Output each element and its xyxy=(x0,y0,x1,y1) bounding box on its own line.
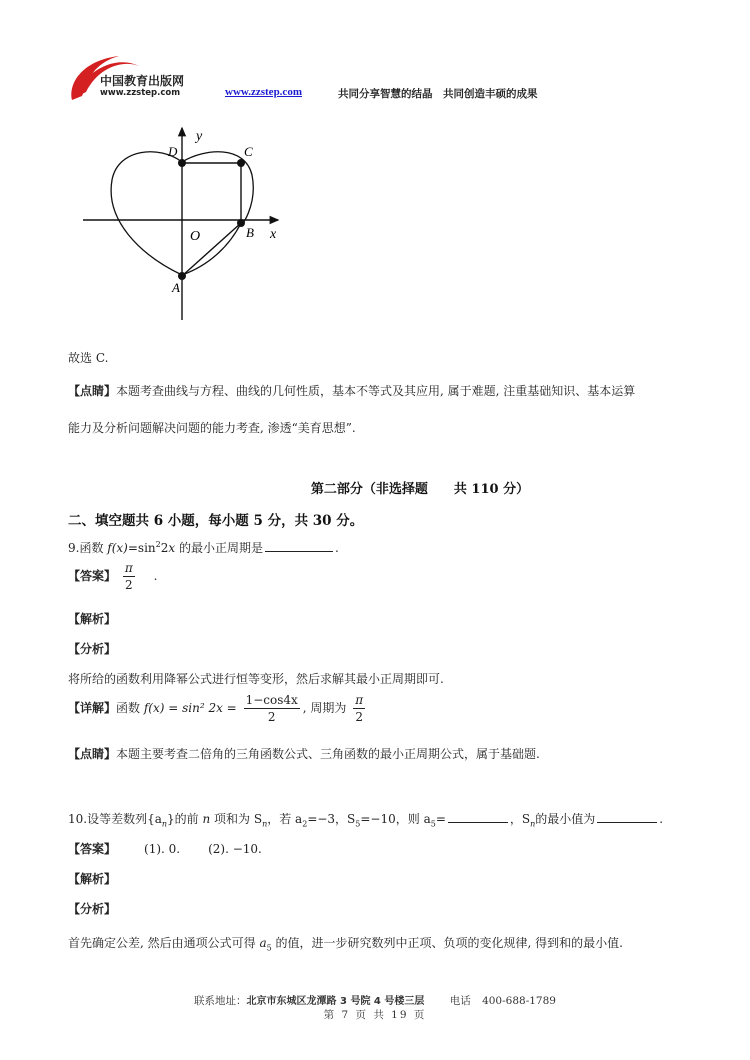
answer-blank xyxy=(265,541,333,552)
svg-text:x: x xyxy=(270,227,277,242)
comment-text: 本题考查曲线与方程、曲线的几何性质，基本不等式及其应用, 属于难题, 注重基础知识、基本运算 xyxy=(116,384,636,398)
q9-answer: 【答案】 $\frac{\pi}{2}$ . xyxy=(68,561,158,592)
answer-blank-1 xyxy=(448,812,508,823)
q10-analysis-label: 【解析】 xyxy=(68,872,117,886)
svg-text:A: A xyxy=(172,280,180,295)
header-slogan: 共同分享智慧的结晶 共同创造丰硕的成果 xyxy=(338,88,538,100)
prev-comment-line1 xyxy=(68,382,635,399)
answer-blank-2 xyxy=(597,812,657,823)
prev-comment-line2: 能力及分析问题解决问题的能力考查, 渗透“美育思想”. xyxy=(68,421,356,435)
q9-fenxi-label: 【分析】 xyxy=(68,642,117,656)
conclusion-text: 故选 C. xyxy=(68,351,109,365)
q10-stem: 10.设等差数列$\{a_n\}$的前 n 项和为 $S_n$，若 $a_2=-3$，$S_5=-10$，则 $a_5=$ ，$S_n$的最小值为 . xyxy=(68,812,664,829)
svg-text:y: y xyxy=(196,129,203,144)
part-title: 第二部分（非选择题 共 110 分） xyxy=(310,482,530,497)
q10-fenxi-text: 首先确定公差, 然后由通项公式可得 $a_5$ 的值，进一步研究数列中正项、负项的变化规律, 得到和的最小值. xyxy=(68,936,623,953)
section-title: 二、填空题共 6 小题，每小题 5 分，共 30 分。 xyxy=(68,513,364,529)
comment-label: 【点睛】 xyxy=(68,384,117,398)
page-number: 第 7 页 共 19 页 xyxy=(323,1009,427,1021)
q9-analysis-label: 【解析】 xyxy=(68,612,117,626)
q10-fenxi-label: 【分析】 xyxy=(68,902,117,916)
svg-text:C: C xyxy=(244,144,253,159)
heart-curve-figure xyxy=(80,120,300,330)
svg-text:B: B xyxy=(246,225,254,240)
q9-stem: 9.函数 $f(x)=\sin^22x$ 的最小正周期是 . xyxy=(68,540,339,555)
logo-url: www.zzstep.com xyxy=(100,88,181,98)
svg-text:O: O xyxy=(190,229,201,244)
q9-comment: 【点睛】本题主要考查二倍角的三角函数公式、三角函数的最小正周期公式，属于基础题. xyxy=(68,747,540,761)
q9-fenxi-text: 将所给的函数利用降幂公式进行恒等变形，然后求解其最小正周期即可. xyxy=(68,672,444,686)
svg-text:D: D xyxy=(168,144,178,159)
q9-detail: 【详解】函数 f(x) = sin² 2x = $\frac{1-\cos 4x}{2}$ , 周期为 $\frac{\pi}{2}$ xyxy=(68,693,364,724)
logo-name: 中国教育出版网 xyxy=(100,74,185,88)
q10-answer: 【答案】 (1). 0. (2). −10. xyxy=(68,842,262,856)
header-link[interactable]: www.zzstep.com xyxy=(225,86,302,98)
footer-contact: 联系地址：北京市东城区龙潭路 3 号院 4 号楼三层 电话 400-688-1789 xyxy=(194,995,556,1007)
